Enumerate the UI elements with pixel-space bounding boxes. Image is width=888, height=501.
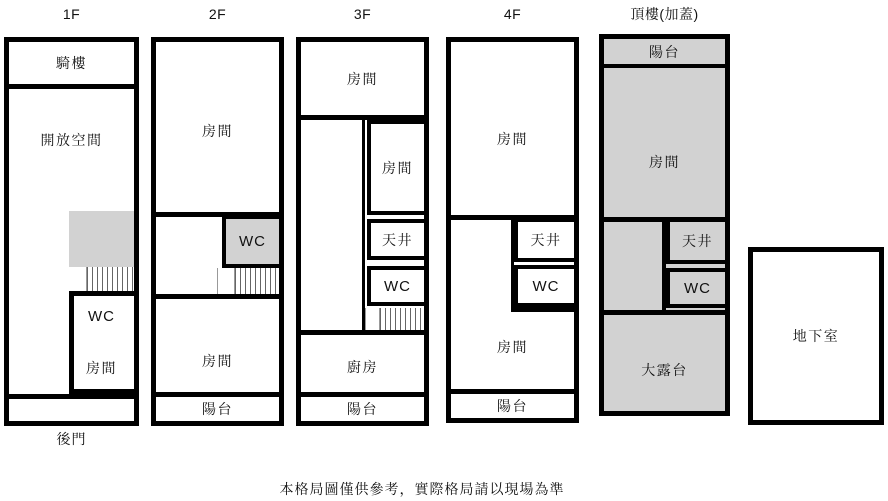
room-label-1f-wc: WC bbox=[88, 308, 115, 325]
stairs-1f bbox=[69, 267, 134, 291]
room-2f-wc bbox=[222, 215, 279, 268]
room-label-4f-balcony: 陽台 bbox=[497, 398, 528, 414]
floor-title-3f: 3F bbox=[353, 6, 372, 22]
wall-3f-balcony bbox=[301, 392, 424, 397]
room-label-3f-kitchen: 廚房 bbox=[347, 359, 378, 375]
room-3f-wc bbox=[367, 266, 424, 306]
wall-2f-balcony bbox=[156, 392, 279, 397]
stair-landing-1f bbox=[69, 211, 134, 267]
room-label-basement: 地下室 bbox=[792, 328, 840, 344]
label-1f-back-door: 後門 bbox=[56, 431, 87, 447]
room-1f-qilou bbox=[9, 42, 134, 89]
room-label-2f-balcony: 陽台 bbox=[202, 401, 233, 417]
wall-roof-2 bbox=[604, 310, 725, 315]
floor-plan-4f bbox=[446, 37, 579, 423]
room-label-3f-wc: WC bbox=[384, 277, 411, 295]
room-label-roof-lightwell: 天井 bbox=[682, 233, 713, 249]
floor-plan-3f bbox=[296, 37, 429, 426]
floor-plan-basement bbox=[748, 247, 884, 425]
room-label-roof-wc: WC bbox=[684, 279, 711, 297]
room-label-roof-room: 房間 bbox=[649, 154, 680, 170]
stairs-hatch-3f bbox=[379, 308, 424, 330]
room-label-2f-wc: WC bbox=[239, 233, 266, 250]
floor-plan-roof bbox=[599, 34, 730, 416]
room-label-3f-room-right: 房間 bbox=[382, 159, 413, 176]
wall-3f-2 bbox=[301, 330, 424, 335]
floor-title-roof: 頂樓(加蓋) bbox=[630, 6, 699, 22]
room-label-4f-room-bottom: 房間 bbox=[497, 339, 528, 355]
wall-1f-backdoor-strip bbox=[9, 394, 134, 399]
room-label-2f-room-top: 房間 bbox=[202, 123, 233, 139]
room-label-3f-room-top: 房間 bbox=[347, 71, 378, 87]
wall-2f-2 bbox=[156, 294, 279, 299]
room-label-roof-terrace: 大露台 bbox=[641, 362, 688, 378]
stairs-3f bbox=[365, 308, 424, 330]
room-roof-balcony bbox=[604, 39, 725, 68]
wall-3f-divider bbox=[362, 120, 365, 330]
floor-title-2f: 2F bbox=[208, 6, 227, 22]
room-roof-wc bbox=[666, 268, 725, 308]
room-label-4f-room-top: 房間 bbox=[497, 131, 528, 147]
room-4f-wc bbox=[514, 265, 574, 307]
stairs-2f bbox=[217, 268, 279, 294]
stairs-hatch-1f bbox=[86, 267, 134, 291]
room-roof-lightwell bbox=[666, 218, 725, 264]
room-label-roof-balcony: 陽台 bbox=[649, 43, 680, 60]
room-3f-lightwell bbox=[367, 219, 424, 260]
room-label-1f-open-space: 開放空間 bbox=[40, 132, 103, 148]
room-label-2f-room-bottom: 房間 bbox=[202, 353, 233, 369]
disclaimer-text: 本格局圖僅供參考，實際格局請以現場為準 bbox=[279, 481, 565, 497]
room-label-4f-wc: WC bbox=[532, 277, 560, 295]
room-label-4f-lightwell: 天井 bbox=[530, 232, 562, 248]
stairs-hatch-2f bbox=[234, 268, 279, 294]
floor-title-4f: 4F bbox=[503, 6, 522, 22]
room-3f-room-right bbox=[367, 120, 424, 215]
room-4f-lightwell bbox=[514, 218, 574, 262]
wall-4f-under-wc bbox=[511, 307, 574, 312]
floor-plan-1f bbox=[4, 37, 139, 426]
room-label-1f-qilou: 騎樓 bbox=[56, 55, 87, 71]
floor-plan-2f bbox=[151, 37, 284, 426]
floor-title-1f: 1F bbox=[62, 6, 81, 22]
wall-4f-balcony bbox=[451, 389, 574, 394]
room-label-1f-room: 房間 bbox=[86, 360, 117, 376]
room-label-3f-lightwell: 天井 bbox=[382, 231, 413, 248]
room-label-3f-balcony: 陽台 bbox=[347, 401, 378, 417]
